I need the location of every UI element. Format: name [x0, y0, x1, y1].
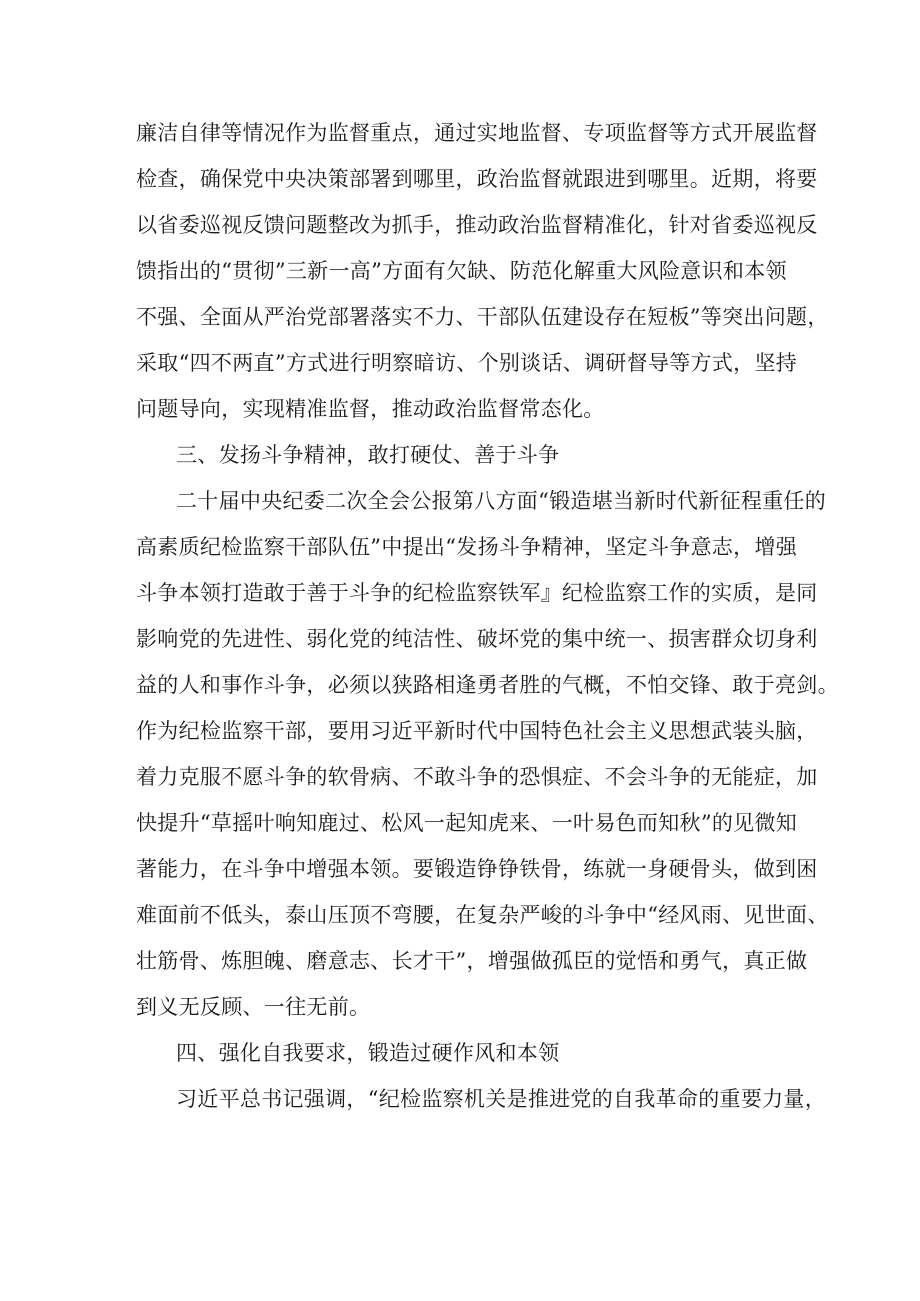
text-line-11: 斗争本领打造敢于善于斗争的纪检监察铁军』纪检监察工作的实质，是同 — [136, 581, 818, 605]
text-line-16: 快提升“草摇叶响知鹿过、松风一起知虎来、一叶易色而知秋”的见微知 — [136, 811, 798, 835]
section-heading-4: 四、强化自我要求，锻造过硬作风和本领 — [176, 1041, 560, 1065]
text-line-14: 作为纪检监察干部，要用习近平新时代中国特色社会主义思想武装头脑， — [136, 719, 818, 743]
text-line-13: 益的人和事作斗争，必须以狭路相逢勇者胜的气概，不怕交锋、敢于亮剑。 — [136, 673, 839, 697]
text-line-5: 不强、全面从严治党部署落实不力、干部队伍建设存在短板”等突出问题， — [136, 305, 829, 329]
text-line-9: 二十届中央纪委二次全会公报第八方面“锻造堪当新时代新征程重任的 — [176, 489, 827, 513]
text-line-6: 采取“四不两直”方式进行明察暗访、个别谈话、调研督导等方式，坚持 — [136, 351, 798, 375]
text-line-7: 问题导向，实现精准监督，推动政治监督常态化。 — [136, 397, 605, 421]
text-line-4: 馈指出的“贯彻”三新一高”方面有欠缺、防范化解重大风险意识和本领 — [136, 259, 787, 283]
text-line-10: 高素质纪检监察干部队伍”中提出“发扬斗争精神，坚定斗争意志，增强 — [136, 535, 798, 559]
text-line-20: 到义无反顾、一往无前。 — [136, 995, 371, 1019]
text-line-18: 难面前不低头，泰山压顶不弯腰，在复杂严峻的斗争中“经风雨、见世面、 — [136, 903, 829, 927]
text-line-17: 著能力，在斗争中增强本领。要锻造铮铮铁骨，练就一身硬骨头，做到困 — [136, 857, 818, 881]
text-line-19: 壮筋骨、炼胆魄、磨意志、长才干”，增强做孤臣的觉悟和勇气，真正做 — [136, 949, 808, 973]
text-line-15: 着力克服不愿斗争的软骨病、不敢斗争的恐惧症、不会斗争的无能症，加 — [136, 765, 818, 789]
section-heading-3: 三、发扬斗争精神，敢打硬仗、善于斗争 — [176, 443, 560, 467]
text-line-22: 习近平总书记强调，“纪检监察机关是推进党的自我革命的重要力量， — [176, 1087, 827, 1111]
text-line-2: 检查，确保党中央决策部署到哪里，政治监督就跟进到哪里。近期，将要 — [136, 167, 818, 191]
text-line-1: 廉洁自律等情况作为监督重点，通过实地监督、专项监督等方式开展监督 — [136, 121, 818, 145]
text-line-3: 以省委巡视反馈问题整改为抓手，推动政治监督精准化，针对省委巡视反 — [136, 213, 818, 237]
text-line-12: 影响党的先进性、弱化党的纯洁性、破坏党的集中统一、损害群众切身利 — [136, 627, 818, 651]
